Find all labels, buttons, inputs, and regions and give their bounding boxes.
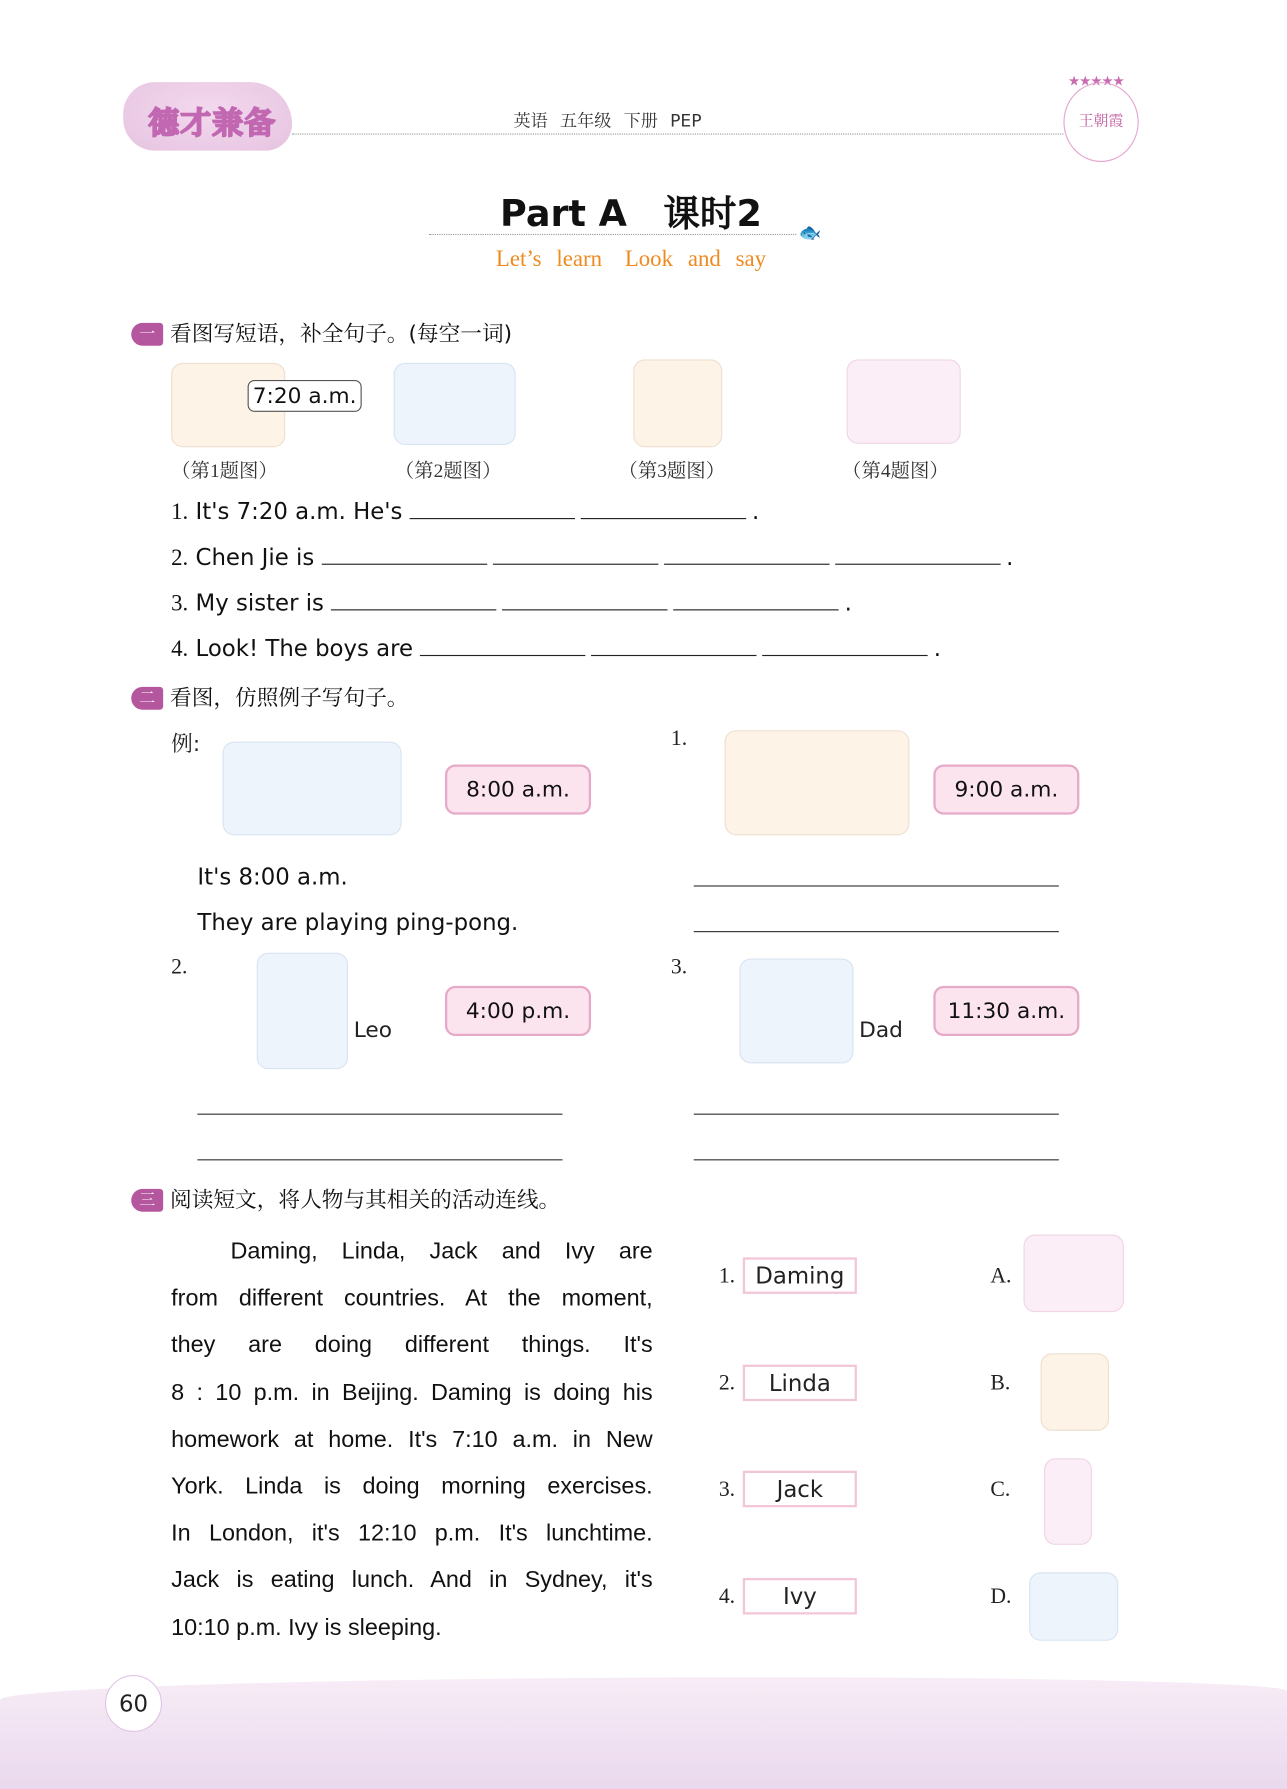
time-box: 8:00 a.m. <box>445 764 591 814</box>
footer-wave <box>0 1677 1287 1789</box>
option-letter: A. <box>990 1264 1012 1289</box>
person-box[interactable]: Linda <box>743 1365 857 1402</box>
picture-girl-reading <box>633 359 722 447</box>
section-1-heading: 一 看图写短语，补全句子。(每空一词) <box>131 317 512 348</box>
match-number: 4. <box>718 1584 736 1609</box>
picture-homework[interactable] <box>1029 1572 1118 1640</box>
picture-cooking <box>739 958 853 1063</box>
time-box: 4:00 p.m. <box>445 986 591 1036</box>
person-box[interactable]: Ivy <box>743 1578 857 1615</box>
caption: （第2题图） <box>394 459 502 482</box>
sentence-3: 3. My sister is . <box>171 588 852 617</box>
title-divider <box>429 234 796 235</box>
answer-blank[interactable] <box>674 589 839 611</box>
answer-blank[interactable] <box>591 634 756 656</box>
header-divider <box>292 133 1063 134</box>
person-name: Leo <box>353 1017 393 1043</box>
answer-blank[interactable] <box>835 543 1000 565</box>
picture-running <box>725 730 910 835</box>
answer-line[interactable] <box>197 1159 562 1160</box>
person-box[interactable]: Jack <box>743 1471 857 1508</box>
person-box[interactable]: Daming <box>743 1257 857 1294</box>
picture-class <box>394 363 516 445</box>
page-number: 60 <box>105 1675 162 1732</box>
picture-sleeping[interactable] <box>1023 1235 1123 1313</box>
person-name: Dad <box>859 1017 903 1043</box>
option-letter: D. <box>990 1584 1012 1609</box>
answer-line[interactable] <box>694 931 1059 932</box>
answer-blank[interactable] <box>763 634 928 656</box>
answer-line[interactable] <box>694 885 1059 886</box>
page-title: Part A 课时2 <box>500 191 762 236</box>
answer-blank[interactable] <box>420 634 585 656</box>
caption: （第1题图） <box>171 459 278 482</box>
reading-passage: Daming, Linda, Jack and Ivy are from different countries. At the moment, they are doing different things. It's 8 : 10 p.m. in Beijing. Daming is doing his homework at home. It's 7:10 a.m. in New York. Linda is doing morning exercises. In London, it's 12:10 p.m. It's lunchtime. Jack is eating lunch. And in Sydney, it's 10:10 p.m. Ivy is sleeping. <box>171 1237 653 1641</box>
section-badge: 二 <box>131 687 163 710</box>
answer-blank[interactable] <box>502 589 667 611</box>
section-2-heading: 二 看图，仿照例子写句子。 <box>131 681 408 712</box>
book-info: 英语 五年级 下册 PEP <box>513 110 702 132</box>
page-subtitle: Let’s learn Look and say <box>495 246 767 272</box>
item-number: 1. <box>670 726 688 751</box>
caption: （第4题图） <box>842 459 949 482</box>
example-answer-2: They are playing ping-pong. <box>197 908 519 936</box>
answer-line[interactable] <box>197 1114 562 1115</box>
picture-ping-pong <box>222 742 401 836</box>
time-label: 7:20 a.m. <box>248 380 362 412</box>
brand-stamp: 王朝霞 <box>1063 82 1138 162</box>
brand-logo: 德才兼备 <box>123 82 292 150</box>
item-number: 2. <box>171 955 188 979</box>
picture-drawing <box>257 953 348 1069</box>
option-letter: B. <box>990 1371 1011 1396</box>
fish-icon: 🐟 <box>798 221 822 244</box>
match-number: 2. <box>718 1371 736 1396</box>
answer-blank[interactable] <box>581 497 746 519</box>
picture-exercising[interactable] <box>1044 1458 1092 1545</box>
time-box: 9:00 a.m. <box>933 764 1079 814</box>
example-answer-1: It's 8:00 a.m. <box>197 862 348 890</box>
caption: （第3题图） <box>618 459 726 482</box>
section-badge: 一 <box>131 323 163 346</box>
match-number: 3. <box>718 1477 736 1502</box>
answer-blank[interactable] <box>331 589 496 611</box>
time-box: 11:30 a.m. <box>933 986 1079 1036</box>
section-3-heading: 三 阅读短文，将人物与其相关的活动连线。 <box>131 1183 560 1214</box>
stars-icon: ★★★★★ <box>1067 73 1124 89</box>
picture-music <box>847 359 961 443</box>
item-number: 3. <box>670 955 688 979</box>
option-letter: C. <box>990 1477 1011 1502</box>
answer-line[interactable] <box>694 1159 1059 1160</box>
picture-eating-lunch[interactable] <box>1041 1353 1109 1431</box>
example-label: 例: <box>171 731 201 757</box>
answer-blank[interactable] <box>493 543 658 565</box>
sentence-1: 1. It's 7:20 a.m. He's . <box>171 497 760 525</box>
section-badge: 三 <box>131 1189 163 1212</box>
match-number: 1. <box>718 1264 736 1289</box>
answer-line[interactable] <box>694 1114 1059 1115</box>
answer-blank[interactable] <box>664 543 829 565</box>
answer-blank[interactable] <box>322 543 487 565</box>
sentence-2: 2. Chen Jie is . <box>171 543 1014 571</box>
sentence-4: 4. Look! The boys are . <box>171 634 942 662</box>
answer-blank[interactable] <box>410 497 575 519</box>
